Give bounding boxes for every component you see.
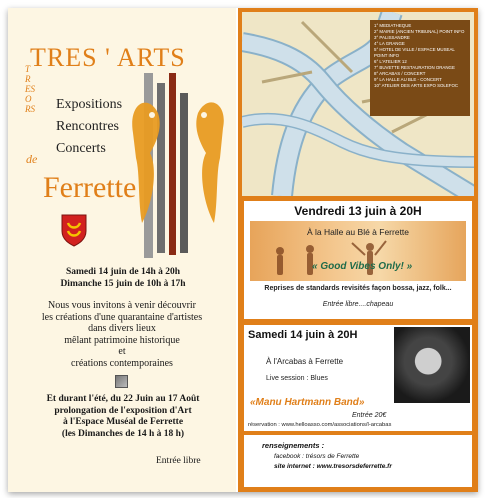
event-item: Rencontres bbox=[56, 119, 119, 134]
town-map bbox=[242, 12, 474, 196]
intro-text bbox=[12, 300, 232, 369]
intro-line: Nous vous invitons à venir découvrir bbox=[47, 300, 197, 311]
concert2-title: Samedi 14 juin à 20H bbox=[248, 329, 358, 341]
legend-item: 1° MEDIATHEQUE bbox=[374, 23, 412, 28]
legend-item: 2° MAIRIE (ANCIEN TRIBUNAL) POINT INFO bbox=[374, 29, 465, 34]
info-box bbox=[244, 435, 472, 487]
concert2-session: Live session : Blues bbox=[266, 375, 328, 382]
left-panel bbox=[8, 8, 236, 492]
legend-item: 4° LA GRANGE bbox=[374, 41, 405, 46]
info-facebook: facebook : trésors de Ferrette bbox=[274, 453, 360, 460]
entry-free-label: Entrée libre bbox=[156, 456, 201, 466]
flyer-title: TRES ' ARTS bbox=[30, 43, 186, 72]
opening-dates bbox=[18, 266, 228, 290]
concert1-venue: À la Halle au Blé à Ferrette bbox=[306, 227, 410, 237]
concert1-photo bbox=[250, 221, 466, 281]
tresors-de-label: de bbox=[26, 152, 38, 166]
event-item: Concerts bbox=[56, 141, 106, 156]
intro-line: créations contemporaines bbox=[71, 357, 173, 369]
summer-extension-text bbox=[12, 394, 234, 440]
map-legend bbox=[370, 20, 470, 116]
concert1-card bbox=[244, 201, 472, 319]
summer-line: prolongation de l'exposition d'Art bbox=[54, 405, 192, 416]
date-line: Dimanche 15 juin de 10h à 17h bbox=[60, 279, 186, 289]
legend-item: 6° L'ATELIER 12 bbox=[374, 59, 407, 64]
events-list bbox=[56, 94, 122, 160]
legend-item: 3° PALISSANDRE bbox=[374, 35, 410, 40]
concert1-band: « Good Vibes Only! » bbox=[312, 261, 413, 272]
concert1-description: Reprises de standards revisités façon bossa, jazz, folk... bbox=[264, 285, 452, 292]
concert2-venue: À l'Arcabas à Ferrette bbox=[266, 357, 344, 366]
concert1-entry: Entrée libre....chapeau bbox=[322, 301, 394, 308]
summer-line: Et durant l'été, du 22 Juin au 17 Août bbox=[46, 394, 200, 404]
artwork-graphic bbox=[128, 73, 228, 258]
concert2-booking: réservation : www.helloasso.com/associations/l-arcabas bbox=[248, 422, 392, 428]
intro-line: et bbox=[118, 346, 126, 357]
intro-line: dans divers lieux bbox=[88, 323, 156, 334]
intro-line: les créations d'une quarantaine d'artistes bbox=[41, 311, 203, 323]
concert2-card bbox=[244, 325, 472, 431]
tresors-vertical: TRESORS bbox=[25, 64, 35, 114]
coat-of-arms-icon bbox=[60, 213, 88, 247]
info-heading: renseignements : bbox=[262, 441, 325, 450]
dancers-silhouette bbox=[260, 239, 400, 281]
intro-line: mêlant patrimoine historique bbox=[64, 334, 180, 346]
town-name: Ferrette bbox=[43, 171, 137, 204]
date-line: Samedi 14 juin de 14h à 20h bbox=[65, 267, 181, 277]
summer-line: (les Dimanches de 14 h à 18 h) bbox=[61, 428, 185, 439]
flyer bbox=[8, 8, 478, 492]
legend-item: 7° BUVETTE RESTAURATION ORANGE bbox=[374, 65, 455, 70]
summer-line: à l'Espace Muséal de Ferrette bbox=[62, 417, 184, 427]
legend-item: 5° HOTEL DE VILLE / ESPACE MUSEAL POINT INFO bbox=[374, 47, 455, 58]
legend-item: 8° ARCABAS / CONCERT bbox=[374, 71, 426, 76]
concert2-price: Entrée 20€ bbox=[352, 412, 387, 419]
singer-photo bbox=[394, 327, 470, 403]
small-artwork-thumbnail bbox=[115, 375, 128, 388]
info-website: site internet : www.tresorsdeferrette.fr bbox=[274, 463, 392, 470]
event-item: Expositions bbox=[56, 97, 123, 112]
concert1-title: Vendredi 13 juin à 20H bbox=[294, 204, 422, 218]
legend-item: 9° LA HALLE AU BLE - CONCERT bbox=[374, 77, 442, 82]
concert2-band: «Manu Hartmann Band» bbox=[250, 397, 365, 408]
legend-item: 10° ATELIER DES ARTS EXPO SOLEFOC bbox=[374, 83, 459, 88]
